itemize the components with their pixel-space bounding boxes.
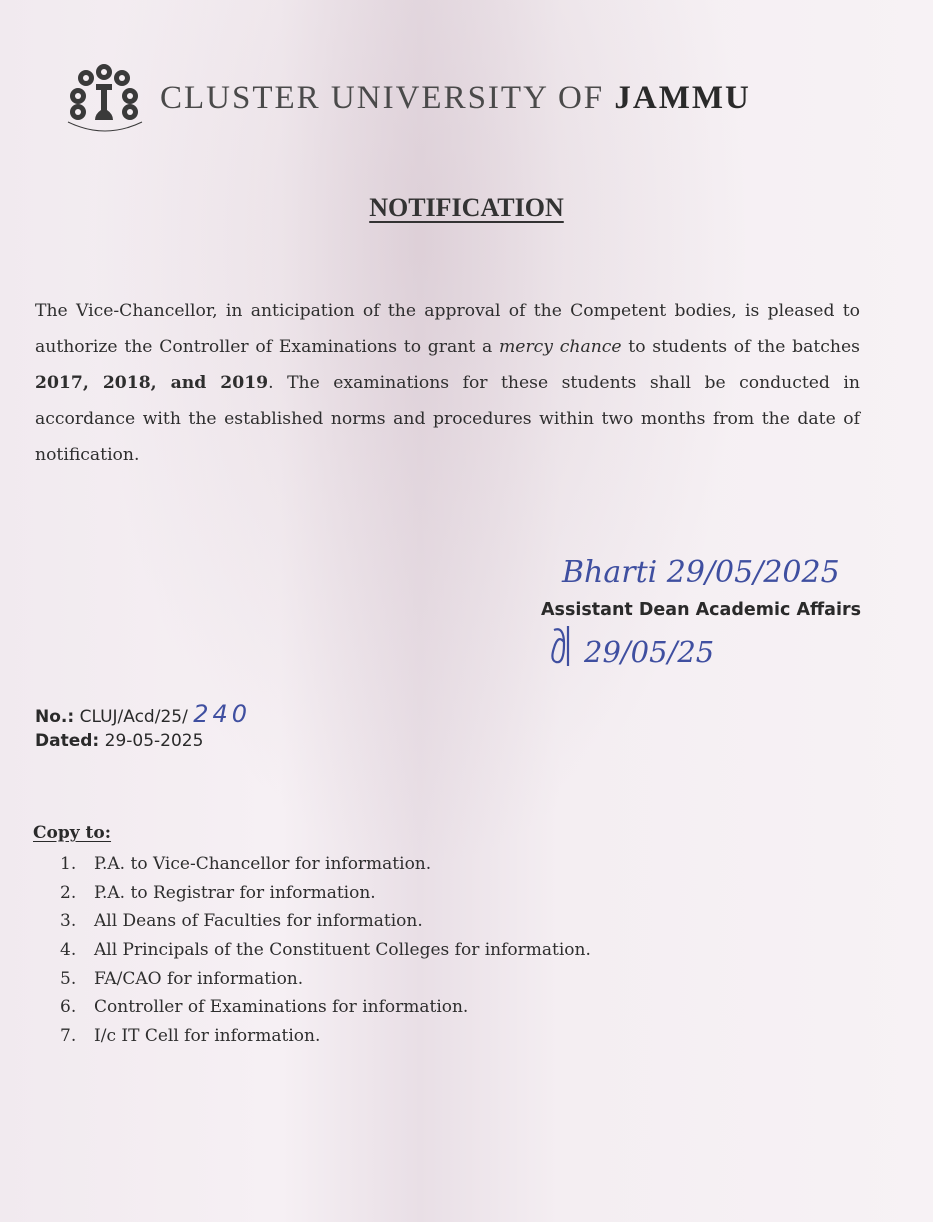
- notification-heading: NOTIFICATION: [369, 193, 564, 222]
- handwritten-signature-1: [560, 540, 840, 600]
- list-item: 6. Controller of Examinations for information.: [60, 997, 469, 1018]
- university-title: CLUSTER UNIVERSITY OF JAMMU: [160, 80, 751, 116]
- list-item: 1. P.A. to Vice-Chancellor for information.: [60, 854, 432, 874]
- list-item: 2. P.A. to Registrar for information.: [60, 882, 376, 903]
- reference-date: Dated: 29-05-2025: [35, 731, 204, 751]
- notification-body: The Vice-Chancellor, in anticipation of the approval of the Competent bodies, is pleased to authorize the Controller of Examinations to grant a mercy chance to students of the batches 2017, 2018, and 2019. The examinations for these students shall be conducted in accordance with the established norms and procedures within two months from the date of notification.: [35, 301, 860, 465]
- reference-number: No.: CLUJ/Acd/25/ 240: [35, 700, 252, 728]
- svg-text:Bharti 29/05/2025: Bharti 29/05/2025: [562, 555, 840, 590]
- signatory-title: Assistant Dean Academic Affairs: [541, 600, 862, 620]
- list-item: 4. All Principals of the Constituent Colleges for information.: [60, 940, 591, 961]
- copy-to-label: Copy to:: [33, 823, 112, 843]
- copy-to-list: [60, 850, 591, 1051]
- list-item: 3. All Deans of Faculties for information.: [60, 911, 423, 932]
- svg-text:29/05/25: 29/05/25: [584, 635, 715, 669]
- handwritten-signature-2: [548, 620, 728, 675]
- list-item: 5. FA/CAO for information.: [60, 968, 304, 989]
- university-logo-icon: [64, 64, 146, 136]
- list-item: 7. I/c IT Cell for information.: [60, 1026, 321, 1047]
